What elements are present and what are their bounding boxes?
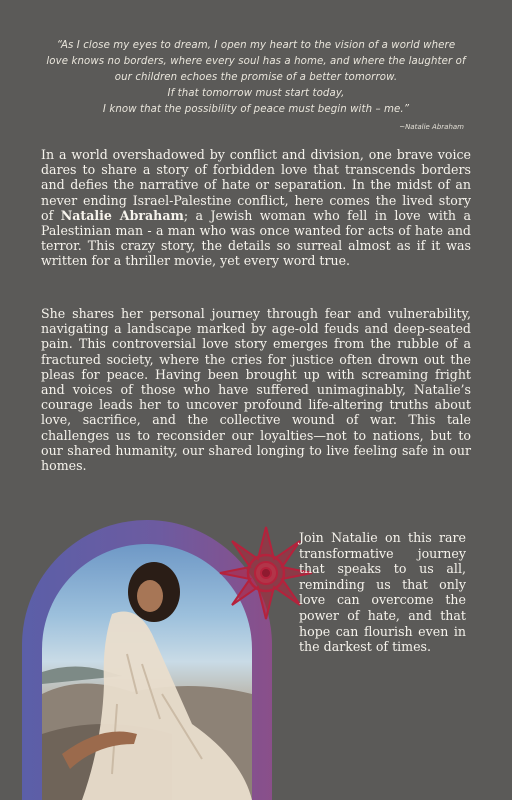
paragraph-intro-start: In a world overshadowed by conflict and division, one brave voice dares to share a story of forbidden love that transcends borders and defies the narrative of hate or separation. In the midst of an never ending Israel-Palestine conflict, here comes the lived story of (41, 147, 471, 223)
closing-paragraph: Join Natalie on this rare transformative journey that speaks to us all, reminding us that only love can overcome the power of hate, and that hope can flourish even in the darkest of times. (299, 530, 466, 655)
quote-line-5: I know that the possibility of peace must begin with – me.” (102, 104, 410, 115)
quote-line-3: our children echoes the promise of a better tomorrow. (114, 72, 398, 83)
quote-line-1: “As I close my eyes to dream, I open my heart to the vision of a world where (56, 40, 456, 51)
paragraph-intro (41, 147, 471, 269)
quote-attribution: ~Natalie Abraham (399, 123, 464, 131)
face (137, 580, 163, 612)
paragraph-intro-end: ; a Jewish woman who fell in love with a Palestinian man - a man who was once wanted for acts of hate and terror. This crazy story, the details so surreal almost as if it was written for a thriller movie, yet every word true. (41, 207, 471, 269)
author-name: Natalie Abraham (60, 207, 184, 223)
paragraph-journey: She shares her personal journey through fear and vulnerability, navigating a landscape marked by age-old feuds and deep-seated pain. This controversial love story emerges from the rubble of a fractured society, where the cries for justice often drown out the pleas for peace. Having been brought up with screaming fright and voices of those who have suffered unimaginably, Natalie’s courage leads her to uncover profound life-altering truths about love, sacrifice, and the collective wound of war. This tale challenges us to reconsider our loyalties—not to nations, but to our shared humanity, our shared longing to live feeling safe in our homes. (41, 306, 471, 474)
epigraph-quote (40, 38, 472, 118)
quote-line-4: If that tomorrow must start today, (167, 88, 345, 99)
quote-line-2: love knows no borders, where every soul has a home, and where the laughter of (46, 56, 466, 67)
